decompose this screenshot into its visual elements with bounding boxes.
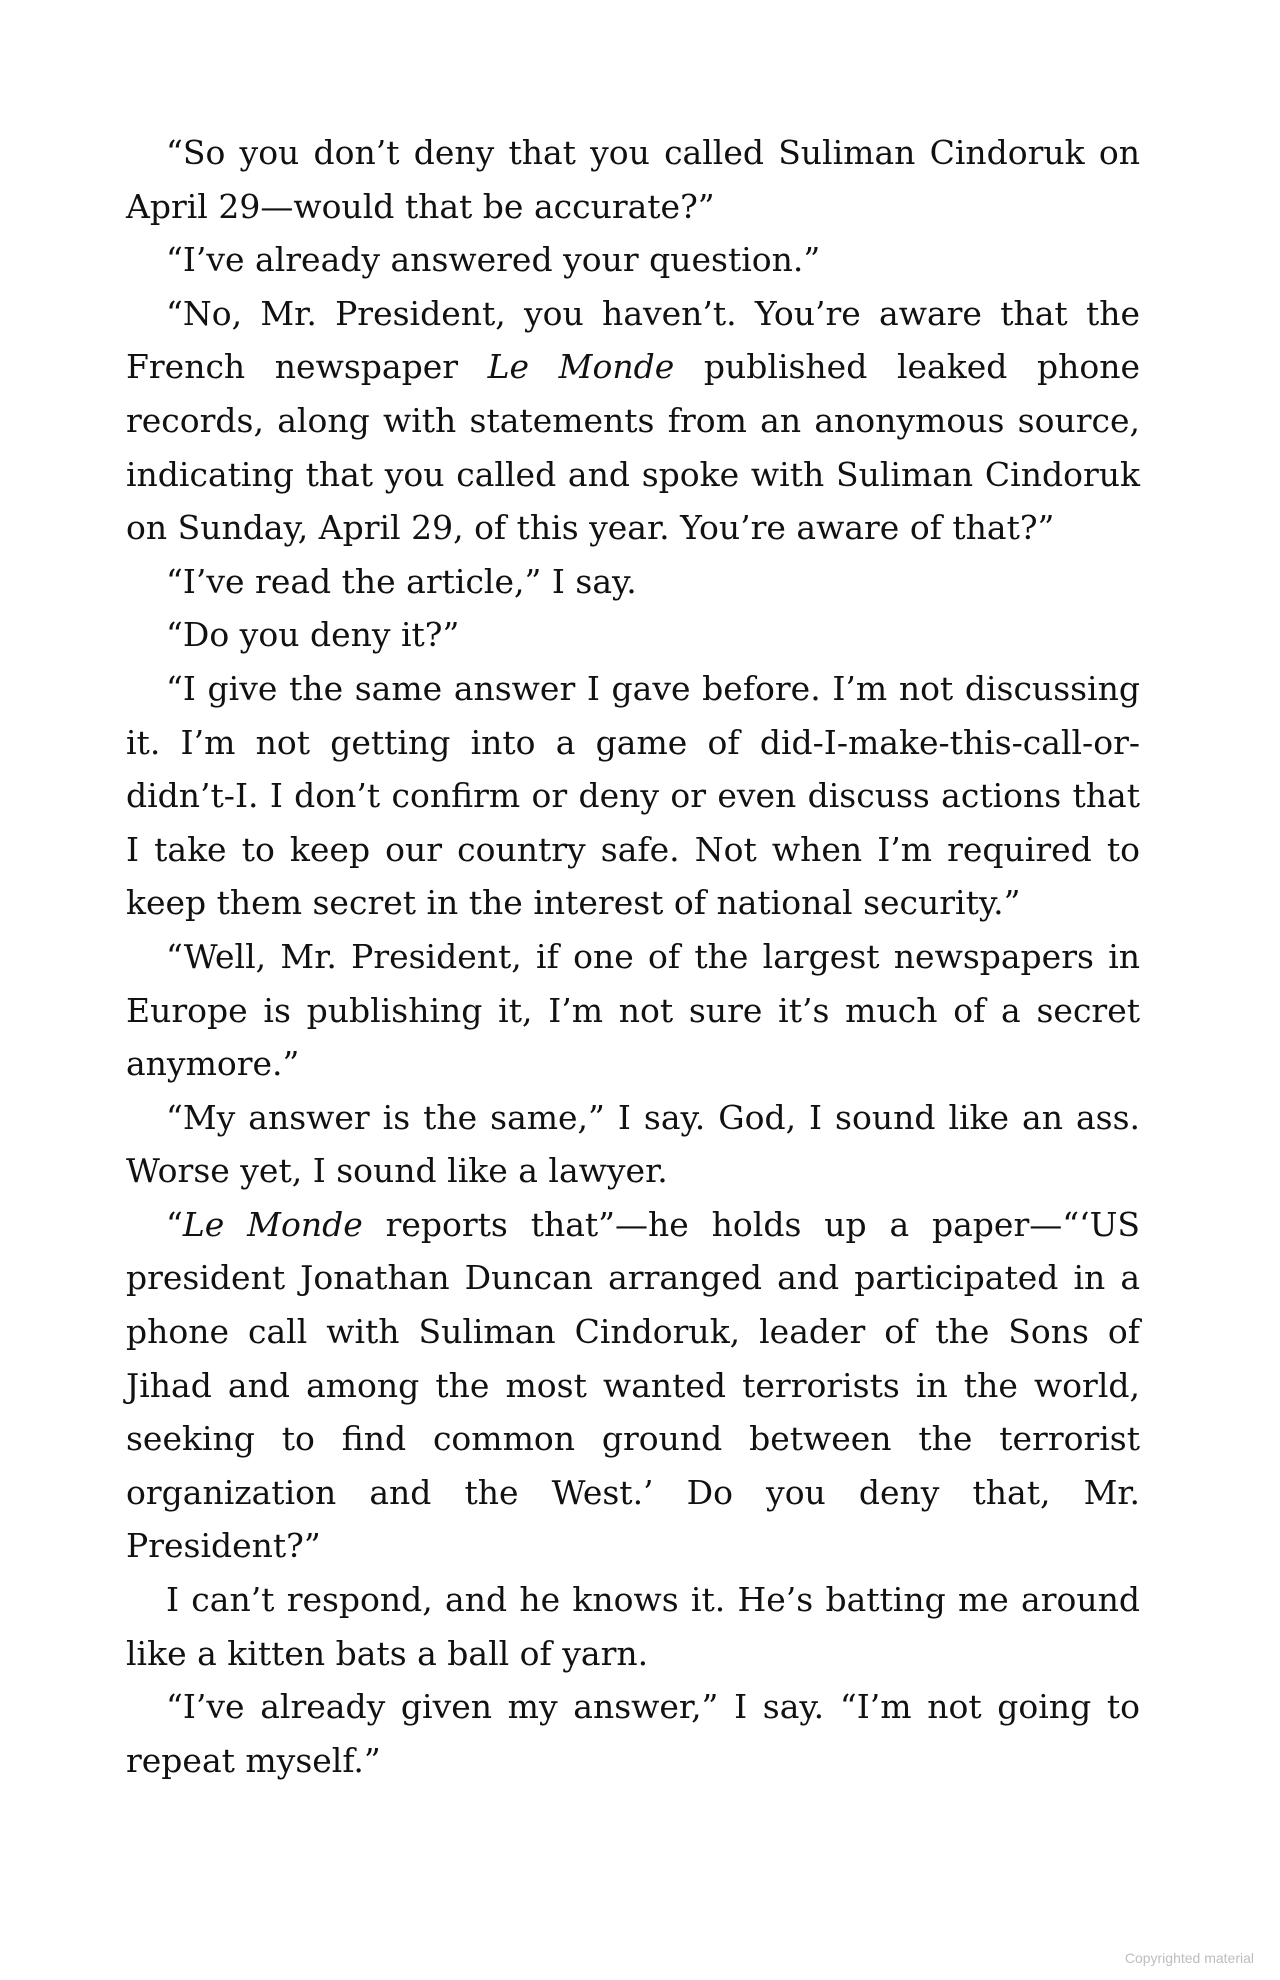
newspaper-title: Le Monde — [487, 347, 675, 387]
newspaper-title: Le Monde — [182, 1204, 363, 1244]
copyright-watermark: Copyrighted material — [1124, 1950, 1254, 1966]
paragraph-9-end: reports that”—he holds up a paper—“‘US president Jonathan Duncan arranged and participated in a phone call with Suliman Cindoruk, leader of the Sons of Jihad and among the most wanted terrorists in the world, seeking to find common ground between the terrorist organization and the West.’ Do you deny that, Mr. President?” — [126, 1204, 1140, 1566]
paragraph-7: “Well, Mr. President, if one of the largest newspapers in Europe is publishing it, I’m not sure it’s much of a secret anymore.” — [126, 936, 1140, 1084]
paragraph-5: “Do you deny it?” — [166, 615, 460, 655]
paragraph-3 — [126, 287, 1140, 555]
paragraph-4: “I’ve read the article,” I say. — [166, 561, 637, 601]
paragraph-6: “I give the same answer I gave before. I’m not discussing it. I’m not getting into a game of did-I-make-this-call-or-didn’t-I. I don’t confirm or deny or even discuss actions that I take to keep our country safe. Not when I’m required to keep them secret in the interest of national security.” — [126, 668, 1140, 923]
paragraph-1: “So you don’t deny that you called Suliman Cindoruk on April 29—would that be accurate?” — [126, 133, 1140, 226]
paragraph-11: “I’ve already given my answer,” I say. “I’m not going to repeat myself.” — [126, 1687, 1140, 1780]
paragraph-10: I can’t respond, and he knows it. He’s batting me around like a kitten bats a ball of yarn. — [126, 1580, 1140, 1673]
paragraph-9 — [126, 1198, 1140, 1573]
paragraph-3-start: “No, Mr. President, you haven’t. You’re aware that the French newspaper — [126, 293, 1140, 387]
paragraph-9-start: “ — [166, 1204, 183, 1244]
page-body — [126, 126, 1140, 1787]
paragraph-8: “My answer is the same,” I say. God, I sound like an ass. Worse yet, I sound like a lawyer. — [126, 1097, 1140, 1191]
paragraph-2: “I’ve already answered your question.” — [166, 240, 821, 280]
paragraph-3-end: published leaked phone records, along with statements from an anonymous source, indicating that you called and spoke with Suliman Cindoruk on Sunday, April 29, of this year. You’re aware of that?” — [126, 347, 1141, 548]
